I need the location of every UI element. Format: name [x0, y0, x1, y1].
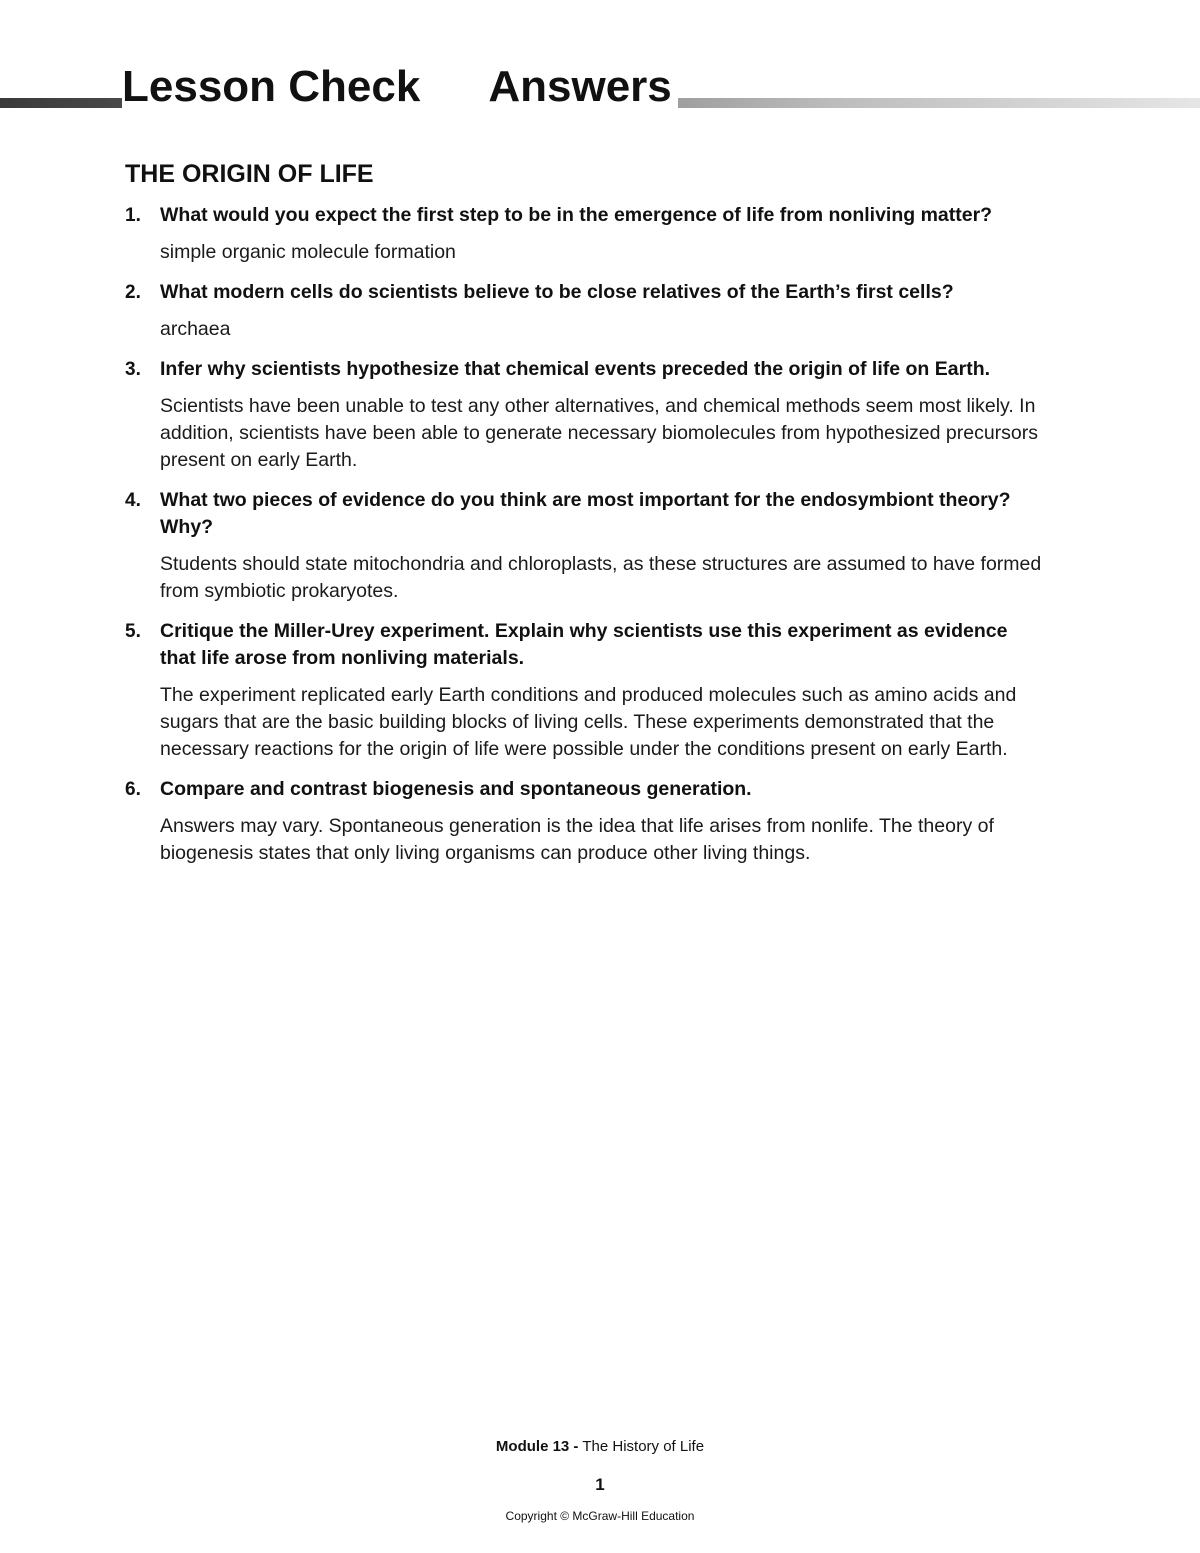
question-text: Compare and contrast biogenesis and spontaneous generation.	[160, 778, 752, 800]
footer-module-label: Module 13 -	[495, 1438, 579, 1455]
question-text: Critique the Miller-Urey experiment. Explain why scientists use this experiment as evidence that life arose from nonliving materials.	[160, 620, 1008, 669]
question-item-5	[125, 618, 1045, 763]
question-number: 1.	[125, 205, 141, 226]
question-text: What modern cells do scientists believe to be close relatives of the Earth’s first cells?	[160, 281, 954, 303]
question-number: 2.	[125, 282, 141, 303]
question-number: 3.	[125, 359, 141, 380]
page-title	[122, 62, 678, 112]
question-text: What would you expect the first step to be in the emergence of life from nonliving matter?	[160, 204, 993, 226]
copyright-notice: Copyright © McGraw-Hill Education	[505, 1509, 695, 1523]
question-text: What two pieces of evidence do you think are most important for the endosymbiont theory? Why?	[160, 489, 1011, 538]
answer-text: Scientists have been unable to test any other alternatives, and chemical methods seem most likely. In addition, scientists have been able to generate necessary biomolecules from hypothesized precursors present on early Earth.	[160, 395, 1038, 471]
answer-text: Students should state mitochondria and chloroplasts, as these structures are assumed to have formed from symbiotic prokaryotes.	[160, 553, 1042, 602]
page-title-lesson-check: Lesson Check	[122, 62, 421, 111]
answer-text: archaea	[160, 318, 231, 340]
section-title: THE ORIGIN OF LIFE	[125, 160, 374, 188]
footer-module-title: The History of Life	[582, 1438, 705, 1455]
footer-module-line	[0, 1437, 1200, 1457]
question-number: 5.	[125, 621, 141, 642]
question-item-2	[125, 279, 1045, 343]
question-item-6	[125, 776, 1045, 867]
page-title-answers: Answers	[488, 62, 672, 111]
question-item-1	[125, 202, 1045, 266]
question-list	[125, 202, 1045, 880]
question-number: 4.	[125, 490, 141, 511]
question-item-3	[125, 356, 1045, 474]
answer-text: simple organic molecule formation	[160, 241, 456, 263]
question-item-4	[125, 487, 1045, 605]
question-text: Infer why scientists hypothesize that chemical events preceded the origin of life on Earth.	[160, 358, 991, 380]
page-number: 1	[595, 1475, 605, 1494]
question-number: 6.	[125, 779, 141, 800]
answer-text: Answers may vary. Spontaneous generation is the idea that life arises from nonlife. The theory of biogenesis states that only living organisms can produce other living things.	[160, 815, 994, 864]
answer-text: The experiment replicated early Earth conditions and produced molecules such as amino acids and sugars that are the basic building blocks of living cells. These experiments demonstrated that the necessary reactions for the origin of life were possible under the conditions present on early Earth.	[160, 684, 1017, 760]
